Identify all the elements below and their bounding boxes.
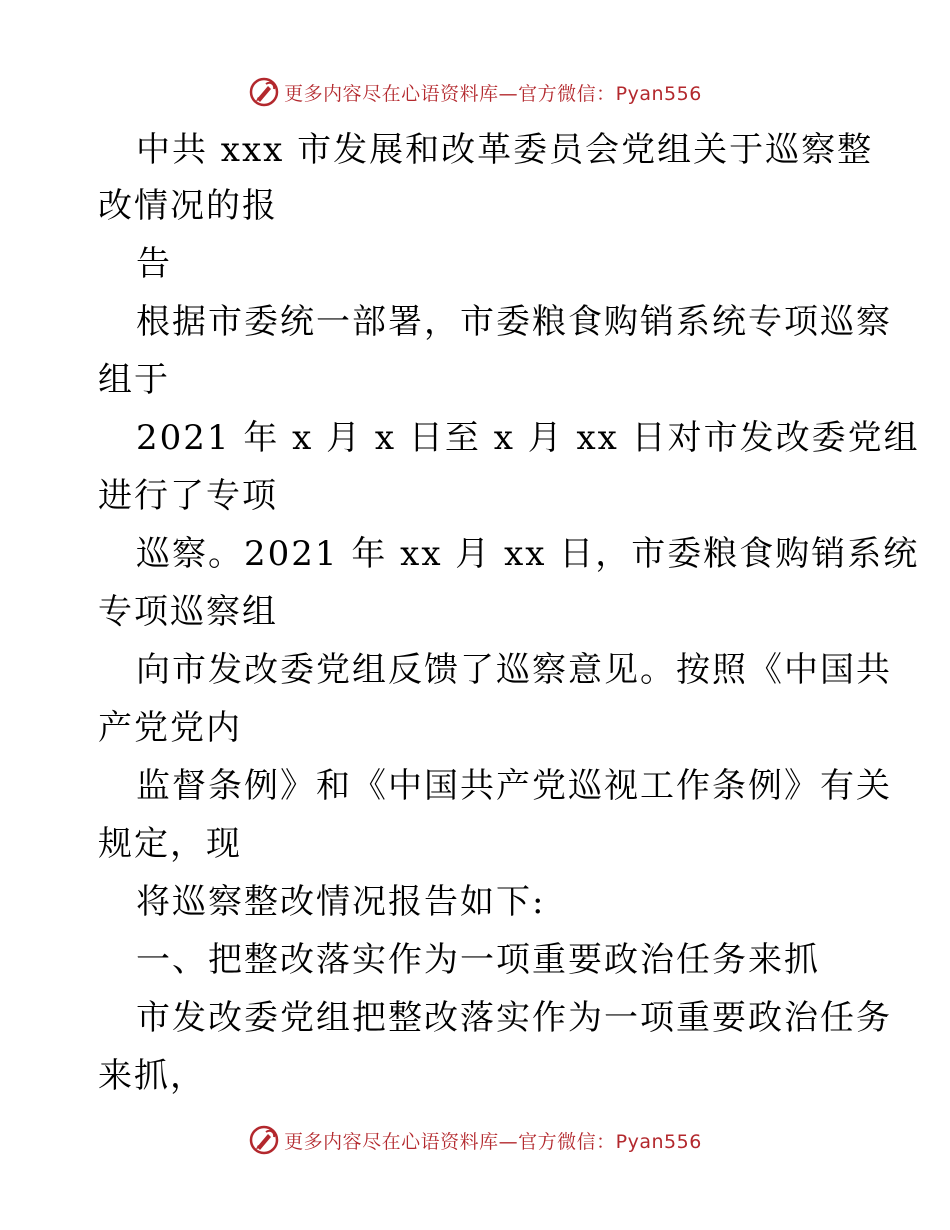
- paragraph-line: 市发改委党组把整改落实作为一项重要政治任务: [136, 998, 892, 1038]
- watermark-text: 更多内容尽在心语资料库—官方微信：: [284, 82, 616, 105]
- paragraph-line: 2021 年 x 月 x 日至 x 月 xx 日对市发改委党组: [136, 418, 920, 458]
- paragraph-line: 产党党内: [98, 708, 242, 748]
- pen-logo-icon: [248, 76, 280, 108]
- paragraph-line: 监督条例》和《中国共产党巡视工作条例》有关: [136, 766, 892, 806]
- watermark-footer: [0, 1120, 950, 1160]
- watermark-header: [0, 72, 950, 112]
- paragraph-line: 根据市委统一部署，市委粮食购销系统专项巡察: [136, 302, 892, 342]
- title-line-1: 中共 xxx 市发展和改革委员会党组关于巡察整: [136, 130, 874, 170]
- watermark-contact: Pyan556: [615, 1130, 702, 1153]
- paragraph-line: 将巡察整改情况报告如下:: [136, 882, 546, 922]
- paragraph-line: 向市发改委党组反馈了巡察意见。按照《中国共: [136, 650, 892, 690]
- paragraph-line: 巡察。2021 年 xx 月 xx 日，市委粮食购销系统: [136, 534, 920, 574]
- paragraph-line: 组于: [98, 360, 170, 400]
- paragraph-line: 规定，现: [98, 824, 242, 864]
- title-line-2: 改情况的报: [98, 186, 278, 226]
- paragraph-line: 进行了专项: [98, 476, 278, 516]
- watermark-contact: Pyan556: [615, 82, 702, 105]
- pen-logo-icon: [248, 1124, 280, 1156]
- paragraph-line: 来抓，: [98, 1056, 206, 1096]
- title-line-3: 告: [136, 244, 172, 284]
- section-heading: 一、把整改落实作为一项重要政治任务来抓: [136, 940, 820, 980]
- paragraph-line: 专项巡察组: [98, 592, 278, 632]
- watermark-text: 更多内容尽在心语资料库—官方微信：: [284, 1130, 616, 1153]
